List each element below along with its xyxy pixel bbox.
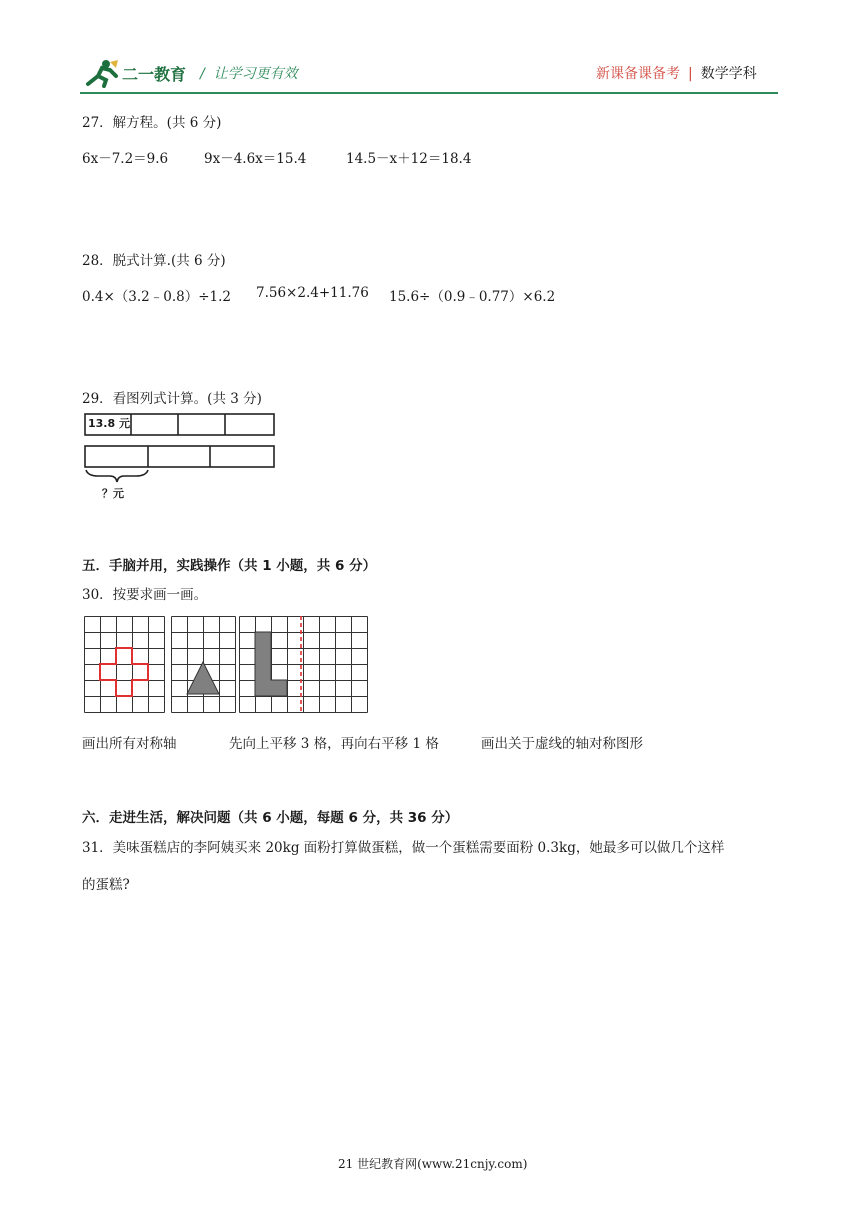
grid-reflection bbox=[239, 616, 369, 716]
q28-title: 28．脱式计算.(共 6 分) bbox=[82, 253, 226, 269]
header-divider: | bbox=[688, 66, 693, 82]
q31-line1: 31．美味蛋糕店的李阿姨买来 20kg 面粉打算做蛋糕，做一个蛋糕需要面粉 0.3kg，她最多可以做几个这样 bbox=[82, 840, 725, 856]
logo-runner-icon bbox=[82, 58, 122, 88]
q29-box-label: 13.8 元 bbox=[88, 417, 130, 430]
grid-translation bbox=[171, 616, 237, 716]
header-subject: 数学学科 bbox=[700, 66, 757, 82]
section5-title: 五．手脑并用，实践操作（共 1 小题，共 6 分） bbox=[82, 558, 377, 574]
slogan-text: 让学习更有效 bbox=[213, 66, 298, 82]
q28-expr2: 7.56×2.4+11.76 bbox=[256, 285, 369, 301]
slogan: / 让学习更有效 bbox=[200, 66, 298, 82]
header-rule bbox=[80, 92, 778, 94]
section6-title: 六．走进生活，解决问题（共 6 小题，每题 6 分，共 36 分） bbox=[82, 810, 459, 826]
footer-text: 21 世纪教育网(www.21cnjy.com) bbox=[338, 1157, 528, 1171]
q27-eq2: 9x－4.6x＝15.4 bbox=[204, 151, 307, 167]
q29-title: 29．看图列式计算。(共 3 分) bbox=[82, 391, 262, 407]
grid-symmetry-axes bbox=[84, 616, 166, 716]
header-right bbox=[596, 63, 757, 83]
q27-eq3: 14.5－x＋12＝18.4 bbox=[346, 151, 472, 167]
q27-eq1: 6x－7.2＝9.6 bbox=[82, 151, 169, 167]
brand-name: 二一教育 bbox=[122, 65, 187, 84]
q29-question-label: ？元 bbox=[102, 487, 124, 500]
q30-title: 30．按要求画一画。 bbox=[82, 587, 208, 603]
q31-line2: 的蛋糕? bbox=[82, 877, 130, 893]
caption-grid2: 先向上平移 3 格，再向右平移 1 格 bbox=[229, 736, 439, 752]
q28-expr3: 15.6÷（0.9﹣0.77）×6.2 bbox=[389, 289, 556, 305]
triangle-shape bbox=[187, 662, 219, 694]
caption-grid3: 画出关于虚线的轴对称图形 bbox=[481, 736, 643, 752]
header-red-text: 新课备课备考 bbox=[596, 66, 680, 82]
q28-expr1: 0.4×（3.2﹣0.8）÷1.2 bbox=[82, 289, 232, 305]
cross-shape bbox=[100, 648, 148, 696]
caption-grid1: 画出所有对称轴 bbox=[82, 736, 177, 752]
q27-title: 27．解方程。(共 6 分) bbox=[82, 115, 222, 131]
